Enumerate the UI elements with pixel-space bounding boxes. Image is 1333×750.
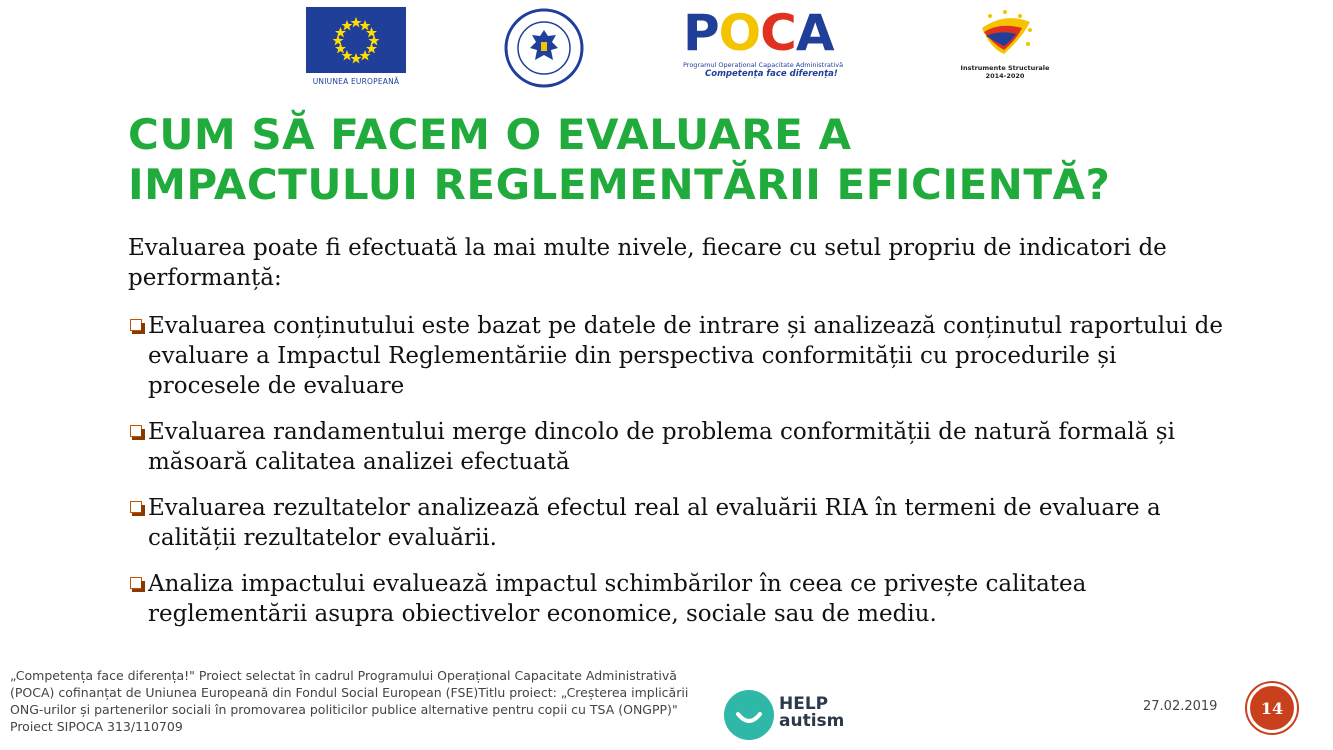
list-item <box>128 417 1228 477</box>
checkbox-bullet-icon <box>130 577 142 589</box>
slide-date: 27.02.2019 <box>1143 699 1218 714</box>
government-seal-logo <box>504 8 584 88</box>
government-seal-icon <box>504 8 584 88</box>
checkbox-bullet-icon <box>130 425 142 437</box>
poca-motto: Competența face diferența! <box>705 69 838 79</box>
footer-project-text: „Competența face diferența!" Proiect selectat în cadrul Programului Operațional Capacitate Administrativă (POCA) cofinanțat de Uniunea Europeană din Fondul Social European (FSE)Titlu proiect: „Creșterea implicării ONG-urilor și partenerilor sociali în promovarea politicilor publice alternative pentru copii cu TSA (ONGPP)" Proiect SIPOCA 313/110709 <box>10 668 689 734</box>
help-autism-label <box>779 696 844 730</box>
is-caption-line1: Instrumente Structurale <box>960 64 1050 72</box>
bullet-text: Evaluarea randamentului merge dincolo de problema conformității de natură formală și măsoară calitatea analizei efectuată <box>148 419 1175 475</box>
structural-instruments-icon <box>960 8 1050 60</box>
list-item <box>128 569 1228 629</box>
eu-logo <box>306 7 406 89</box>
poca-logo <box>683 4 868 88</box>
help-autism-logo <box>724 690 844 740</box>
bullet-text: Evaluarea rezultatelor analizează efectul real al evaluării RIA în termeni de evaluare a calității rezultatelor evaluării. <box>148 495 1161 551</box>
checkbox-bullet-icon <box>130 501 142 513</box>
checkbox-bullet-icon <box>130 319 142 331</box>
logo-bar <box>0 0 1333 95</box>
bullet-text: Evaluarea conținutului este bazat pe datele de intrare și analizează conținutul raportului de evaluare a Impactul Reglementăriie din perspectiva conformității cu procedurile și procesele de evaluare <box>148 313 1223 399</box>
slide-title: CUM SĂ FACEM O EVALUARE A IMPACTULUI REGLEMENTĂRII EFICIENTĂ? <box>128 110 1111 209</box>
help-line1: HELP <box>779 694 829 714</box>
list-item <box>128 493 1228 553</box>
poca-wordmark: POCA <box>683 4 834 62</box>
structural-instruments-caption <box>960 64 1050 80</box>
eu-flag-icon <box>306 7 406 73</box>
eu-caption: UNIUNEA EUROPEANĂ <box>312 77 400 86</box>
page-number-badge: 14 <box>1247 683 1297 733</box>
bullet-text: Analiza impactului evaluează impactul schimbărilor în ceea ce privește calitatea reglementării asupra obiectivelor economice, sociale sau de mediu. <box>148 571 1087 627</box>
is-caption-line2: 2014-2020 <box>985 72 1025 80</box>
slide-intro: Evaluarea poate fi efectuată la mai multe nivele, fiecare cu setul propriu de indicatori de performanță: <box>128 235 1167 291</box>
help-line2: autism <box>779 711 845 731</box>
poca-subtitle: Programul Operațional Capacitate Administrativă <box>683 61 844 69</box>
bullet-list <box>128 311 1228 645</box>
structural-instruments-logo <box>960 8 1050 88</box>
help-autism-icon <box>724 690 774 740</box>
list-item <box>128 311 1228 401</box>
